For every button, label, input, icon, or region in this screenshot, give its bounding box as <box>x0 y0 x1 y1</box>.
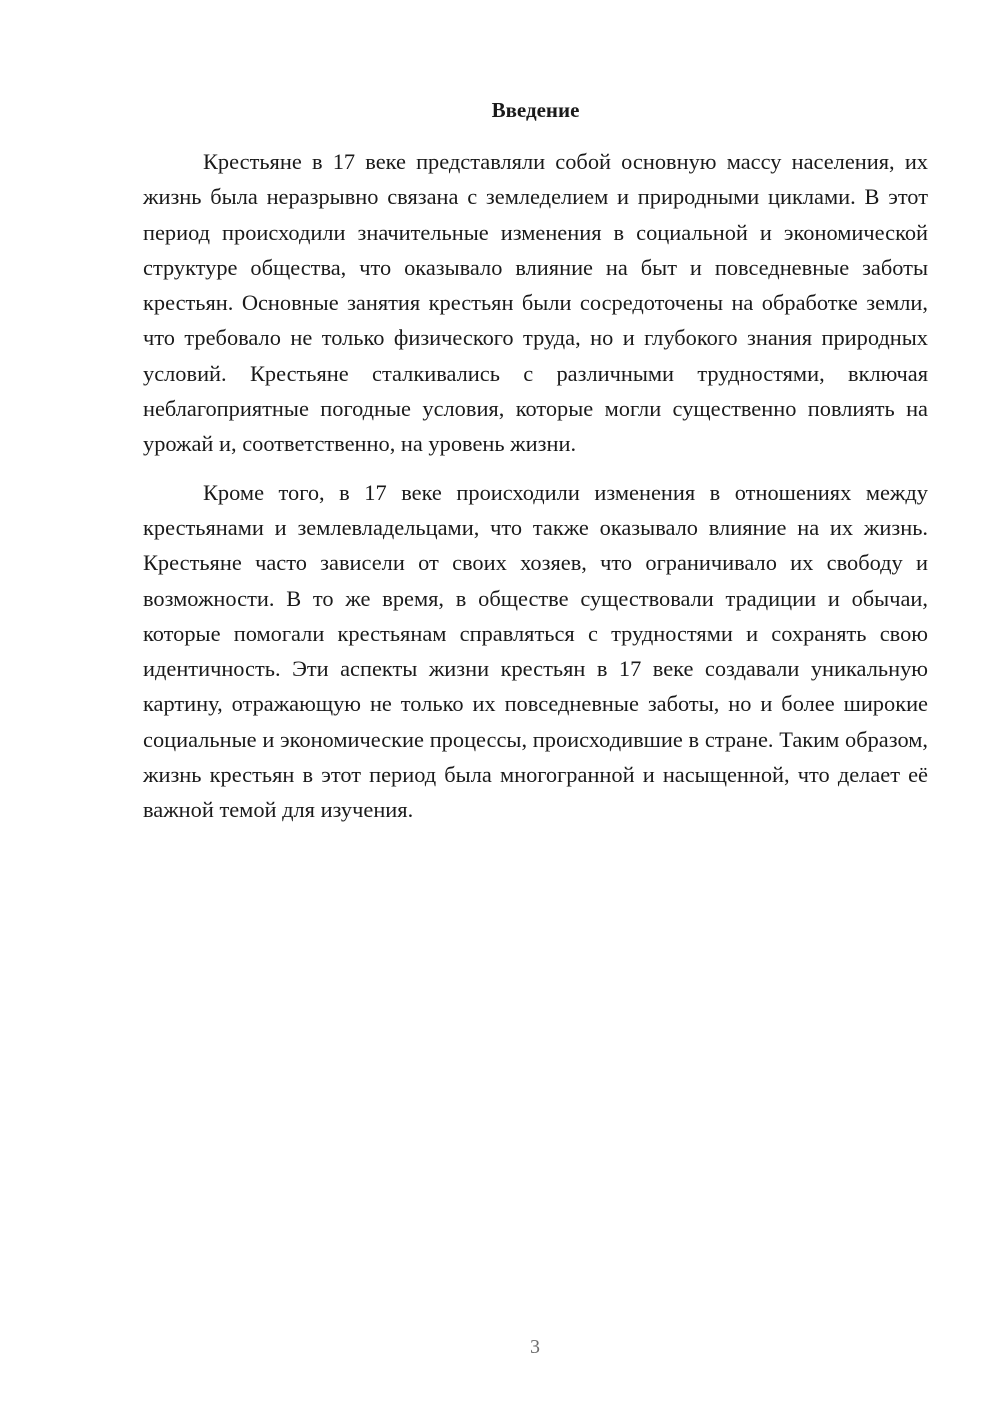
section-heading: Введение <box>491 98 580 122</box>
paragraph-2: Кроме того, в 17 веке происходили изменения в отношениях между крестьянами и землевладельцами, что также оказывало влияние на их жизнь. Крестьяне часто зависели от своих хозяев, что ограничивало их свободу и возможности. В то же время, в обществе существовали традиции и обычаи, которые помогали крестьянам справляться с трудностями и сохранять свою идентичность. Эти аспекты жизни крестьян в 17 веке создавали уникальную картину, отражающую не только их повседневные заботы, но и более широкие социальные и экономические процессы, происходившие в стране. Таким образом, жизнь крестьян в этот период была многогранной и насыщенной, что делает её важной темой для изучения. <box>143 479 928 823</box>
paragraph-1: Крестьяне в 17 веке представляли собой основную массу населения, их жизнь была неразрывно связана с земледелием и природными циклами. В этот период происходили значительные изменения в социальной и экономической структуре общества, что оказывало влияние на быт и повседневные заботы крестьян. Основные занятия крестьян были сосредоточены на обработке земли, что требовало не только физического труда, но и глубокого знания природных условий. Крестьяне сталкивались с различными трудностями, включая неблагоприятные погодные условия, которые могли существенно повлиять на урожай и, соответственно, на уровень жизни. <box>143 149 928 457</box>
page-number: 3 <box>530 1336 540 1358</box>
page-content <box>143 96 928 828</box>
